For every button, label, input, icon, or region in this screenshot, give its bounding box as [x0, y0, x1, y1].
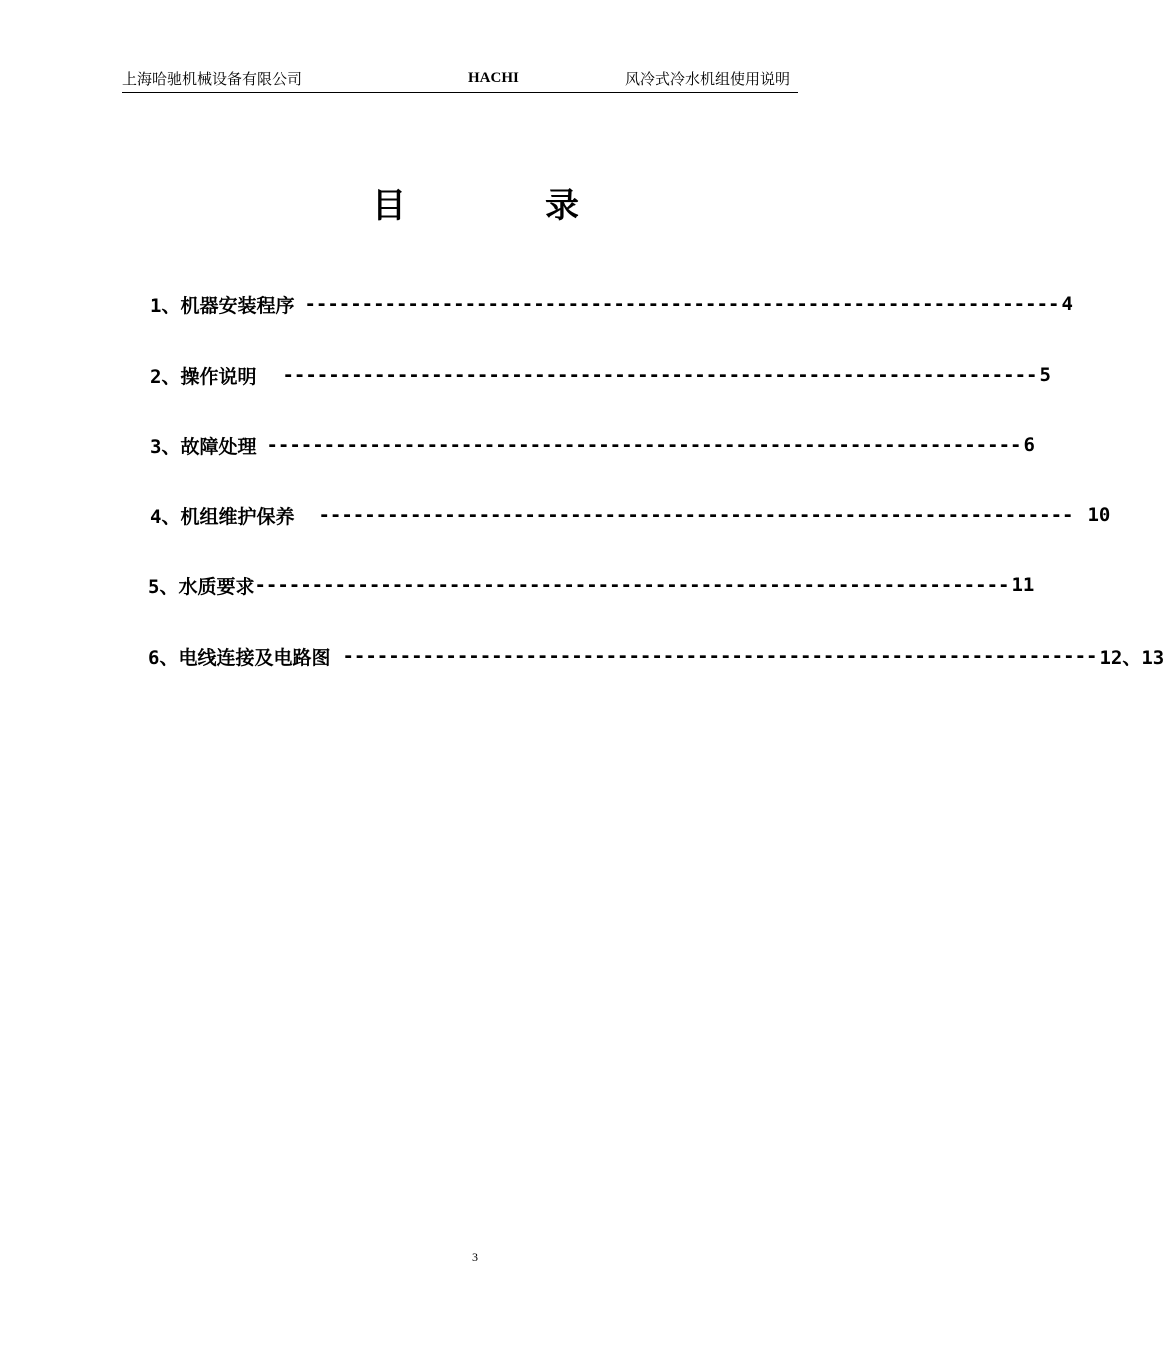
toc-entry-number: 4、: [150, 505, 181, 528]
toc-entry[interactable]: [150, 361, 1051, 389]
page-header: [122, 62, 798, 93]
toc-entry[interactable]: [148, 571, 1035, 599]
toc-entry-label: 故障处理: [180, 435, 257, 458]
toc-entry-page: 6: [1023, 434, 1035, 456]
toc-entry[interactable]: [150, 501, 1111, 529]
footer-page-number: 3: [472, 1250, 478, 1264]
toc-entry-number: 2、: [150, 365, 181, 388]
toc-title-char-1: 目: [372, 186, 406, 226]
toc-title-char-2: 录: [545, 186, 579, 226]
toc-title: [0, 178, 950, 228]
toc-leader-dashes: ------------------------------------------------------------------: [318, 504, 1074, 526]
toc-entry[interactable]: [150, 431, 1035, 459]
toc-entry-page: 12、13: [1099, 646, 1164, 669]
toc-entry-label: 水质要求: [178, 575, 255, 598]
toc-entry-page: 5: [1039, 364, 1051, 386]
toc-entry-label: 机组维护保养: [180, 505, 295, 528]
toc-entry-number: 6、: [148, 646, 179, 669]
toc-leader-dashes: ------------------------------------------------------------------: [342, 645, 1098, 667]
toc-entry-label: 机器安装程序: [180, 294, 295, 317]
toc-entry[interactable]: [148, 642, 1164, 670]
toc-entry-label: 操作说明: [180, 365, 257, 388]
toc-entry-page: 4: [1061, 293, 1073, 315]
toc-leader-dashes: ------------------------------------------------------------------: [282, 364, 1038, 386]
toc-entry-page: 10: [1087, 504, 1111, 526]
header-brand: HACHI: [468, 70, 519, 86]
toc-entry[interactable]: [150, 290, 1073, 318]
toc-leader-dashes: ------------------------------------------------------------------: [266, 434, 1022, 456]
toc-entry-number: 3、: [150, 435, 181, 458]
toc-entry-number: 5、: [148, 575, 179, 598]
toc-entry-number: 1、: [150, 294, 181, 317]
header-document-title: 风冷式冷水机组使用说明: [624, 70, 790, 88]
toc-entry-page: 11: [1011, 574, 1035, 596]
toc-leader-dashes: ------------------------------------------------------------------: [304, 293, 1060, 315]
toc-entry-label: 电线连接及电路图: [178, 646, 331, 669]
header-company: 上海哈驰机械设备有限公司: [122, 70, 303, 88]
toc-leader-dashes: ------------------------------------------------------------------: [254, 574, 1010, 596]
